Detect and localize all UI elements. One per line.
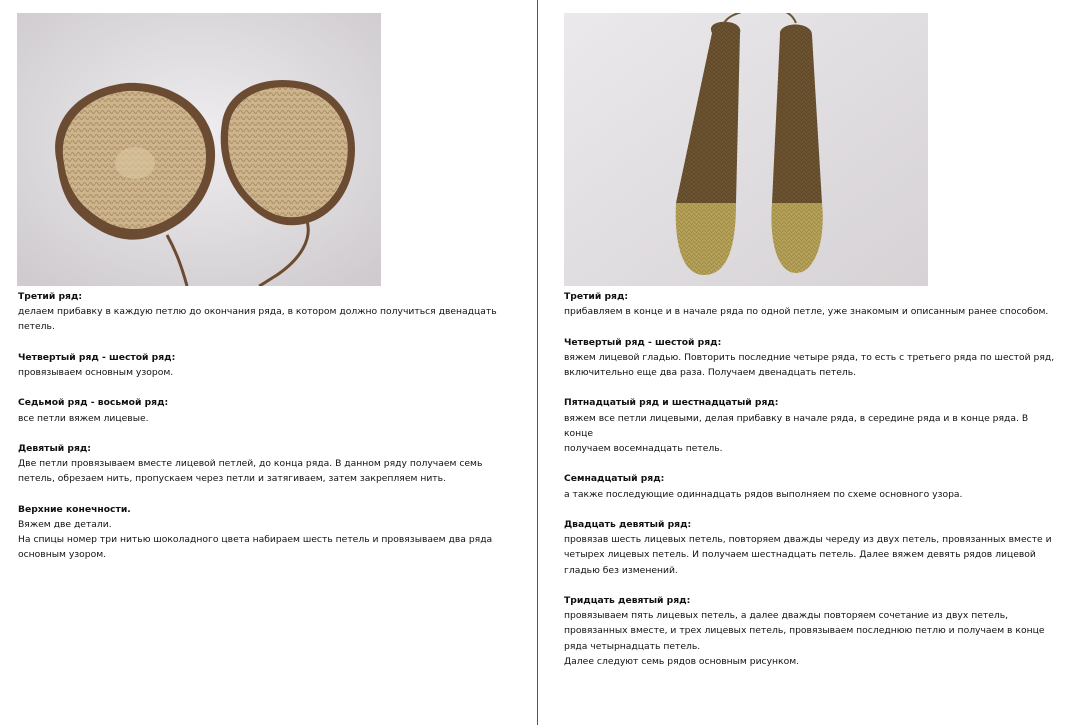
section-row-9 — [18, 441, 498, 487]
section-heading: Четвертый ряд - шестой ряд: — [18, 351, 176, 363]
section-line: провязываем пять лицевых петель, а далее дважды повторяем сочетание из двух петель, — [564, 610, 1009, 622]
section-line: включительно еще два раза. Получаем двенадцать петель. — [564, 367, 857, 378]
section-line: основным узором. — [18, 549, 107, 561]
section-row-3 — [564, 289, 1059, 319]
section-row-4-6 — [18, 350, 498, 380]
section-line: петель. — [18, 321, 55, 333]
section-line: ряда четырнадцать петель. — [564, 640, 701, 652]
left-page — [0, 0, 537, 725]
knitted-ears-image — [17, 13, 381, 286]
section-line: четырех лицевых петель. И получаем шестнадцать петель. Далее вяжем девять рядов лицевой — [564, 549, 1036, 561]
page-divider — [537, 0, 538, 725]
section-line: На спицы номер три нитью шоколадного цвета набираем шесть петель и провязываем два ряда — [18, 534, 493, 546]
section-row-29 — [564, 517, 1059, 578]
section-line: вяжем все петли лицевыми, делая прибавку в начале ряда, в середине ряда и в конце ряда. В конце — [564, 412, 1029, 439]
section-line: вяжем лицевой гладью. Повторить последние четыре ряда, то есть с третьего ряда по шестой ряд, — [564, 351, 1055, 363]
section-upper-limbs — [18, 502, 498, 563]
knitted-arms-image — [564, 13, 928, 286]
knitted-ears-photo — [17, 13, 381, 286]
section-row-15-16 — [564, 395, 1059, 456]
section-heading: Третий ряд: — [18, 291, 83, 302]
section-row-39 — [564, 593, 1059, 669]
section-heading: Девятый ряд: — [18, 442, 91, 454]
section-row-3 — [18, 289, 498, 335]
section-line: гладью без изменений. — [564, 564, 678, 576]
section-line: прибавляем в конце и в начале ряда по одной петле, уже знакомым и описанным ранее способом. — [564, 306, 1049, 318]
section-line: петель, обрезаем нить, пропускаем через петли и затягиваем, затем закрепляем нить. — [18, 473, 446, 485]
section-heading: Пятнадцатый ряд и шестнадцатый ряд: — [564, 397, 779, 409]
section-line: провязав шесть лицевых петель, повторяем дважды череду из двух петель, провязанных вместе и — [564, 534, 1052, 546]
section-line: делаем прибавку в каждую петлю до окончания ряда, в котором должно получиться двенадцать — [18, 306, 497, 318]
section-row-17 — [564, 471, 1059, 501]
section-heading: Двадцать девятый ряд: — [564, 518, 692, 530]
section-line: получаем восемнадцать петель. — [564, 443, 723, 454]
section-line: а также последующие одиннадцать рядов выполняем по схеме основного узора. — [564, 488, 963, 500]
section-heading: Тридцать девятый ряд: — [564, 594, 691, 606]
section-line: Вяжем две детали. — [18, 518, 112, 530]
right-page — [539, 0, 1079, 725]
section-row-7-8 — [18, 395, 498, 425]
section-heading: Седьмой ряд - восьмой ряд: — [18, 397, 169, 409]
section-heading: Третий ряд: — [564, 291, 629, 302]
section-row-4-6 — [564, 335, 1059, 381]
knitted-arms-photo — [564, 13, 928, 286]
section-line: Далее следуют семь рядов основным рисунком. — [564, 655, 800, 667]
section-line: все петли вяжем лицевые. — [18, 412, 149, 424]
section-heading: Верхние конечности. — [18, 503, 131, 515]
section-line: Две петли провязываем вместе лицевой петлей, до конца ряда. В данном ряду получаем семь — [18, 458, 483, 470]
section-heading: Семнадцатый ряд: — [564, 473, 665, 485]
right-instructions — [564, 289, 1059, 684]
left-instructions — [18, 289, 498, 578]
section-heading: Четвертый ряд - шестой ряд: — [564, 336, 722, 348]
section-line: провязанных вместе, и трех лицевых петель, провязываем последнюю петлю и получаем в конце — [564, 625, 1045, 637]
section-line: провязываем основным узором. — [18, 367, 174, 378]
